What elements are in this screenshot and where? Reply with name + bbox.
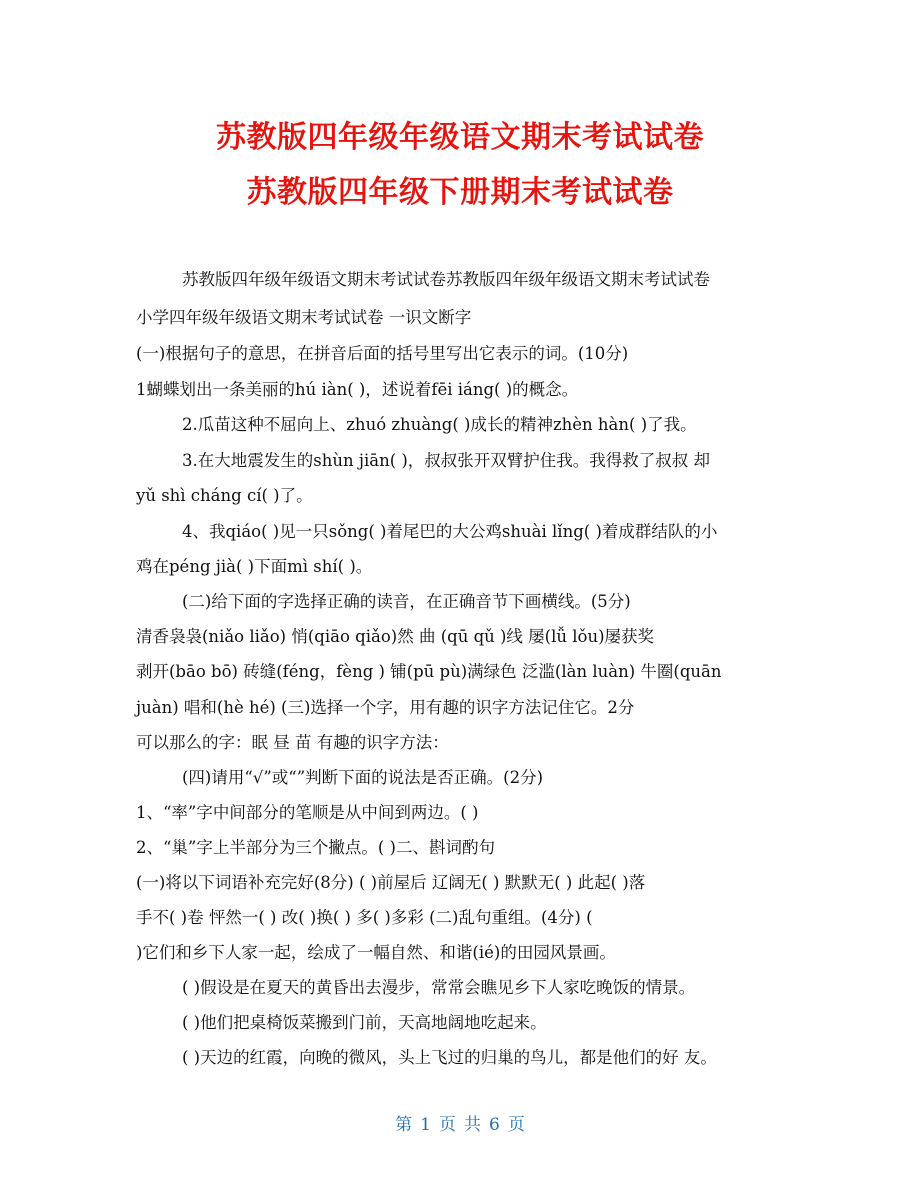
question-line: 1蝴蝶划出一条美丽的hú iàn( )，述说着fēi iáng( )的概念。 — [136, 380, 579, 399]
question-line: 1、“率”字中间部分的笔顺是从中间到两边。( ) — [136, 803, 479, 822]
footer-label-total: 共 — [464, 1115, 481, 1135]
section-heading: (二)给下面的字选择正确的读音，在正确音节下画横线。(5分) — [182, 592, 631, 611]
document-title: 苏教版四年级年级语文期末考试试卷 — [216, 120, 704, 155]
total-page-count: 6 — [489, 1115, 500, 1135]
question-line: 2、“巢”字上半部分为三个撇点。( )二、斟词酌句 — [136, 838, 495, 857]
paragraph-line: 小学四年级年级语文期末考试试卷 一识文断字 — [136, 308, 472, 327]
question-line: 剥开(bāo bō) 砖缝(féng，fèng ) 铺(pū pù)满绿色 泛滥(làn luàn) 牛圈(quān — [136, 662, 722, 681]
section-heading: (一)根据句子的意思，在拼音后面的括号里写出它表示的词。(10分) — [136, 344, 629, 363]
question-line: 鸡在péng jià( )下面mì shí( )。 — [136, 557, 373, 576]
question-line: )它们和乡下人家一起，绘成了一幅自然、和谐(ié)的田园风景画。 — [136, 943, 616, 962]
question-line: 3.在大地震发生的shùn jiān( )，叔叔张开双臂护住我。我得救了叔叔 却 — [182, 451, 711, 470]
question-line: 2.瓜苗这种不屈向上、zhuó zhuàng( )成长的精神zhèn hàn( )了我。 — [182, 415, 697, 434]
question-line: 4、我qiáo( )见一只sǒng( )着尾巴的大公鸡shuài lǐng( )着成群结队的小 — [182, 522, 718, 541]
paragraph-line: 苏教版四年级年级语文期末考试试卷苏教版四年级年级语文期末考试试卷 — [182, 270, 710, 289]
question-line: 手不( )卷 怦然一( ) 改( )换( ) 多( )多彩 (二)乱句重组。(4分) ( — [136, 908, 593, 927]
question-line: ( )天边的红霞，向晚的微风，头上飞过的归巢的鸟儿，都是他们的好 友。 — [182, 1048, 717, 1067]
question-line: yǔ shì cháng cí( )了。 — [136, 486, 313, 505]
question-line: (一)将以下词语补充完好(8分) ( )前屋后 辽阔无( ) 默默无( ) 此起( )落 — [136, 873, 646, 892]
question-line: 可以那么的字：眠 昼 苗 有趣的识字方法： — [136, 733, 449, 752]
document-subtitle: 苏教版四年级下册期末考试试卷 — [246, 175, 674, 210]
section-heading: (四)请用“√”或“”判断下面的说法是否正确。(2分) — [182, 768, 544, 787]
question-line: juàn) 唱和(hè hé) (三)选择一个字，用有趣的识字方法记住它。2分 — [136, 698, 635, 717]
question-line: 清香袅袅(niǎo liǎo) 悄(qiāo qiǎo)然 曲 (qū qǔ )线 屡(lǚ lǒu)屡获奖 — [136, 627, 655, 646]
footer-label-page: 第 — [395, 1115, 413, 1135]
page-footer — [0, 1113, 920, 1137]
footer-label-of: 页 — [439, 1115, 456, 1135]
current-page-number: 1 — [420, 1115, 431, 1135]
footer-label-end: 页 — [507, 1115, 525, 1135]
question-line: ( )他们把桌椅饭菜搬到门前，天高地阔地吃起来。 — [182, 1013, 547, 1032]
question-line: ( )假设是在夏天的黄昏出去漫步，常常会瞧见乡下人家吃晚饭的情景。 — [182, 978, 696, 997]
